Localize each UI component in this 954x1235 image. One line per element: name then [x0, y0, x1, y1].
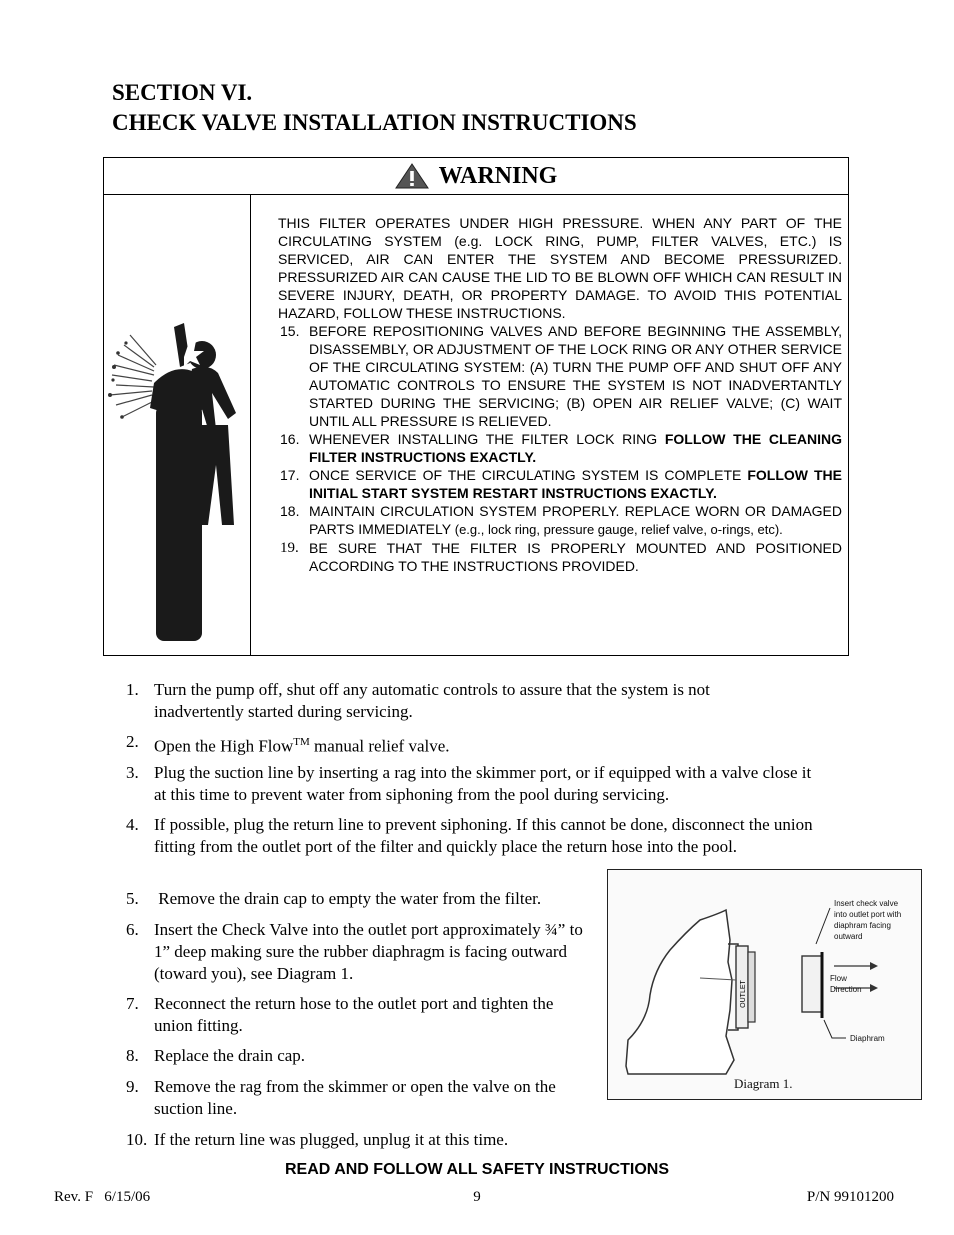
section-number: SECTION VI.: [112, 80, 253, 105]
diagram-insert-label: Insert check valve: [834, 899, 899, 908]
safety-notice: READ AND FOLLOW ALL SAFETY INSTRUCTIONS: [285, 1161, 669, 1178]
part-number: P/N 99101200: [806, 1189, 894, 1205]
check-valve-diagram: [607, 869, 922, 1100]
diagram-diaphram-label: Diaphram: [850, 1034, 885, 1043]
diagram-caption: Diagram 1.: [734, 1076, 793, 1091]
diagram-insert-label: into outlet port with: [834, 910, 902, 919]
step-item: 5. Remove the drain cap to empty the water from the filter.: [126, 889, 542, 908]
step-item: 1. Turn the pump off, shut off any automatic controls to assure that the system is not inadvertently started during servicing.: [126, 680, 710, 721]
warning-text: [278, 214, 842, 575]
warning-header: [104, 158, 848, 195]
warning-item: 18. MAINTAIN CIRCULATION SYSTEM PROPERLY. REPLACE WORN OR DAMAGED PARTS IMMEDIATELY (e.g., lock ring, pressure gauge, relief valve, o-rings, etc).: [280, 503, 842, 537]
diagram-insert-label: diaphram facing: [834, 921, 891, 930]
diagram-insert-label: outward: [834, 932, 863, 941]
step-item: 3. Plug the suction line by inserting a rag into the skimmer port, or if equipped with a valve close it at this time to prevent water from siphoning from the pool during servicing.: [126, 763, 812, 804]
warning-box: [103, 157, 849, 656]
warning-item: 19. BE SURE THAT THE FILTER IS PROPERLY MOUNTED AND POSITIONED ACCORDING TO THE INSTRUCTIONS PROVIDED.: [280, 540, 842, 574]
warning-title: WARNING: [438, 162, 558, 189]
page-number: 9: [473, 1189, 481, 1205]
diagram-flow-label: Flow: [830, 974, 847, 983]
diagram-flow-label: Direction: [830, 985, 862, 994]
section-title: CHECK VALVE INSTALLATION INSTRUCTIONS: [112, 110, 637, 135]
step-item: 7. Reconnect the return hose to the outlet port and tighten the union fitting.: [126, 994, 554, 1035]
revision-info: Rev. F 6/15/06: [54, 1189, 151, 1205]
warning-body: [104, 195, 848, 655]
warning-triangle-icon: [395, 163, 429, 189]
warning-intro: THIS FILTER OPERATES UNDER HIGH PRESSURE. WHEN ANY PART OF THE CIRCULATING SYSTEM (e.g. LOCK RING, PUMP, FILTER VALVES, ETC.) IS SERVICED, AIR CAN ENTER THE SYSTEM AND BECOME PRESSURIZED. PRESSURIZED AIR CAN CAUSE THE LID TO BE BLOWN OFF WHICH CAN RESULT IN SEVERE INJURY, DEATH, OR PROPERTY DAMAGE. TO AVOID THIS POTENTIAL HAZARD, FOLLOW THESE INSTRUCTIONS.: [278, 215, 842, 321]
warning-list: [278, 322, 842, 575]
section-heading: [112, 78, 637, 138]
filter-lid-blowoff-icon: [104, 195, 250, 657]
warning-pictogram: [104, 195, 251, 655]
step-item: 2. Open the High Flow™ manual relief valve.: [126, 732, 450, 756]
diagram-drawing: [608, 870, 921, 1099]
warning-item: 15. BEFORE REPOSITIONING VALVES AND BEFORE BEGINNING THE ASSEMBLY, DISASSEMBLY, OR ADJUSTMENT OF THE LOCK RING OR ANY OTHER SERVICE OF THE CIRCULATING SYSTEM: (A) TURN THE PUMP OFF AND SHUT OFF ANY AUTOMATIC CONTROLS TO ENSURE THE SYSTEM IS NOT INADVERTANTLY STARTED DURING THE SERVICING; (B) OPEN AIR RELIEF VALVE; (C) WAIT UNTIL ALL PRESSURE IS RELIEVED.: [280, 323, 842, 429]
step-item: 8. Replace the drain cap.: [126, 1046, 306, 1065]
step-item: 9. Remove the rag from the skimmer or open the valve on the suction line.: [126, 1077, 556, 1118]
diagram-outlet-label: OUTLET: [740, 980, 747, 1008]
step-item: 10. If the return line was plugged, unplug it at this time.: [126, 1130, 509, 1149]
step-item: 4. If possible, plug the return line to prevent siphoning. If this cannot be done, disconnect the union fitting from the outlet port of the filter and quickly place the return hose into the pool.: [126, 815, 813, 856]
step-item: 6. Insert the Check Valve into the outlet port approximately ¾” to 1” deep making sure the rubber diaphragm is facing outward (toward you), see Diagram 1.: [126, 920, 583, 983]
warning-item: 17. ONCE SERVICE OF THE CIRCULATING SYSTEM IS COMPLETE FOLLOW THE INITIAL START SYSTEM RESTART INSTRUCTIONS EXACTLY.: [280, 467, 842, 501]
warning-item: 16. WHENEVER INSTALLING THE FILTER LOCK RING FOLLOW THE CLEANING FILTER INSTRUCTIONS EXACTLY.: [280, 431, 842, 465]
